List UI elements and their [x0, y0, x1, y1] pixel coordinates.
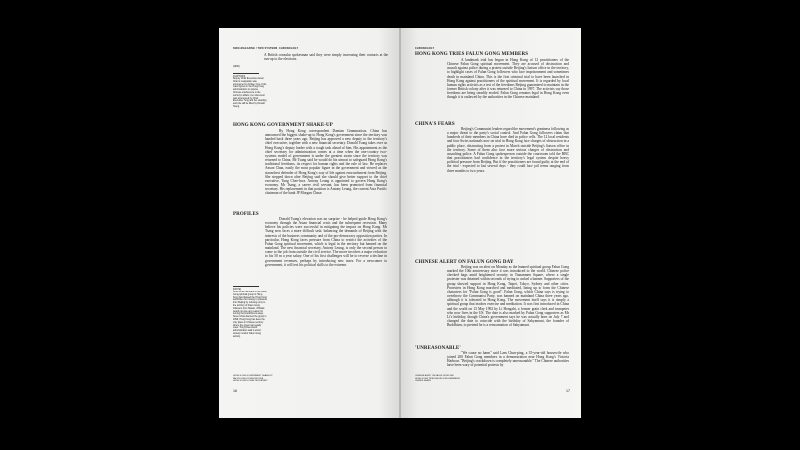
- right-page: [400, 28, 581, 418]
- left-page: [219, 28, 400, 418]
- section-title-unreasonable: 'UNREASONABLE': [415, 346, 461, 351]
- book-gutter: [399, 28, 401, 418]
- section-body-alert: Beijing was on alert on Monday as the banned spiritual group Falun Gong marked the 10th anniversary since it was introduced to the world. Chinese police checked bags amid heightened security in Tiananmen Square, where a single protester was detained within seconds of trying to unfurl a banner. Supporters of the group showed support in Hong Kong, Taipei, Tokyo, Sydney and other cities. Protesters in Hong Kong marched and meditated, lining up to form the Chinese characters for "Falun Gong is good". Falun Gong, which China says is trying to overthrow the Communist Party, was banned on mainland China three years ago, although it is tolerated in Hong Kong. The movement itself says it is simply a spiritual group that teaches exercise and meditation. It was first introduced in China and the world on 13 May 1992 by Li Hongzhi, a former grain clerk and trumpeter who now lives in the US. The date is also marked by Falun Gong supporters as Mr Li's birthday, though China's government says he was actually born on July 7 and changed the date to coincide with the birthday of Sakyamuni, the founder of Buddhism, to pretend he is a reincarnation of Sakyamuni.: [447, 265, 569, 328]
- section-body-trial: A landmark trial has begun in Hong Kong of 12 practitioners of the Chinese Falun Gong spiritual movement. They are accused of obstruction and assault against police during a protest outside Beijing's liaison office in the territory, to highlight cases of Falun Gong followers who face imprisonment and sometimes death in mainland China. This is the first criminal trial to have been launched in Hong Kong against practitioners of the spiritual movement. It is regarded by local human rights activists as a test of the freedoms Beijing guaranteed to maintain in the former British colony after it was returned to China in 1997. The activists say those freedoms are being steadily eroded. Falun Gong remains legal in Hong Kong even though it is outlawed by the authorities in the Chinese mainland.: [447, 58, 569, 100]
- section-title-alert: CHINESE ALERT ON FALUN GONG DAY: [415, 260, 514, 265]
- page-number-left: 16: [233, 389, 237, 393]
- section-title-trial: HONG KONG TRIES FALUN GONG MEMBERS: [415, 52, 529, 57]
- footer-notes-right: CHINESE ALERT ON FALUN GONG DAY HONG KONG TRIES FALUN GONG MEMBERS CHINA'S FEARS: [415, 375, 460, 383]
- section-body-shakeup: By Hong Kong correspondent Damian Grammaticas. China has announced the biggest shake-up to Hong Kong's government since the territory was handed back three years ago. Beijing has approved a new deputy to the territory's chief executive, together with a new financial secretary. Donald Tsang takes over as Hong Kong's deputy leader with a tough task ahead of him. His appointment as the chief secretary for administration comes at a time when the one-country two-systems model of government is under the greatest strain since the territory was returned to China. Mr Tsang said he would do his utmost to safeguard Hong Kong's traditional freedoms, its respect for human rights and the rule of law. He replaces Anson Chan, easily the most popular figure in the government and viewed as the staunchest defender of Hong Kong's way of life against encroachment from Beijing. She stepped down after Beijing said she should give better support to the chief executive, Tung Chee-hwa. Antony Leung is appointed to govern Hong Kong's economy. Mr Tsang, a career civil servant, has been promoted from financial secretary. His replacement in that position is Antony Leung, the current Asia Pacific chairman of the bank JP Morgan Chase.: [265, 129, 387, 196]
- section-body-unreasonable: "We cause no harm" said Lam Chun-ping, a 35-year-old housewife who joined 200 Falun Gong members in a demonstration near Hong Kong's Victoria Harbour. "Beijing's crackdown is completely unreasonable." The Chinese authorities have been wary of potential protests by: [447, 351, 569, 368]
- side-note-label: [CAPTION]: [233, 73, 259, 78]
- side-note2-label: [NOTE]: [233, 286, 259, 291]
- running-head-right: CHRONOLOGY: [415, 47, 435, 50]
- side-tag: [1999]: [233, 66, 240, 68]
- running-head-section: CHRONOLOGY: [279, 47, 299, 50]
- page-number-right: 17: [566, 389, 570, 393]
- section-title-fears: CHINA'S FEARS: [415, 122, 455, 127]
- running-head-left: SINO-MAGAZINE / TWO SYSTEMS: [233, 47, 278, 50]
- book-spread: [219, 28, 581, 418]
- side-note2-text: Chief of all members of the Falun Gong spiritual group in Hong Kong has blamed the Hong Kong authorities for bowing to pressure from Beijing by refusing entry to the territory of Falun Gong followers from Taiwan. Officials would not give any reason for turning the practitioners away. Since China banned the group in 1999, Hong Kong has been the only place in Chinese territory where the group can legally meet. Tung Chee-hwa's administration said it would closely monitor Falun Gong activity.: [233, 291, 267, 338]
- section-body-profiles: Donald Tsang's elevation was no surprise - he helped guide Hong Kong's economy through the Asian financial crisis and the subsequent recession. Many believe his policies were successful in mitigating the impact on Hong Kong. Mr Tsang now faces a more difficult task: balancing the demands of Beijing with the interests of the business community and of the pro-democracy opposition parties. In particular, Hong Kong faces pressure from China to restrict the activities of the Falun Gong spiritual movement, which is legal in the territory but banned on the mainland. The new financial secretary, Antony Leung, is only the second person to come to the job from outside the civil service. The move involves a major reduction to his 50 m a year salary. One of his first challenges will be to reverse a decline in government revenues, perhaps by introducing new taxes. For a newcomer to government, it will test his political skills to the extreme.: [265, 217, 387, 267]
- section-body-fears: Beijing's Communist leaders regard the movement's greatness following as a major threat to the party's social control. And Falun Gong followers claim that hundreds of their members in China have died in police cells. The 12 local residents and four Swiss nationals now on trial in Hong Kong face charges of obstruction in a public place, obstructing from a protest in March outside Beijing's liaison office in the territory. Some of them also face more serious charges of obstruction and assaulting police. A Falun Gong spokesperson outside the courtroom told the BBC that practitioners had confidence in the territory's legal system despite heavy political pressure from Beijing. But if the practitioners are found guilty at the end of the trial - expected to last several days - they could face jail terms ranging from three months to two years.: [447, 127, 569, 173]
- intro-paragraph: A British consular spokesman said they were simply increasing their contacts at the run-up to the elections.: [264, 53, 388, 62]
- footer-notes-left: HONG KONG GOVERNMENT SHAKE-UP FALUN GONG TENSIONS RISE HONG KONG'S CHIEF SECRETARY: [233, 375, 273, 383]
- section-title-profiles: PROFILES: [233, 212, 259, 217]
- section-title-shakeup: HONG KONG GOVERNMENT SHAKE-UP: [233, 123, 333, 128]
- side-note-text: Deputy Chief Executive Anson Chan's resignation was announced on Friday. One of the main figures in the Hong Kong administration to oppose Chinese interference in the territory's affairs, her retirement was announced by Chief Executive Tung and her standing and role will be filled by Donald Tsang.: [233, 78, 267, 108]
